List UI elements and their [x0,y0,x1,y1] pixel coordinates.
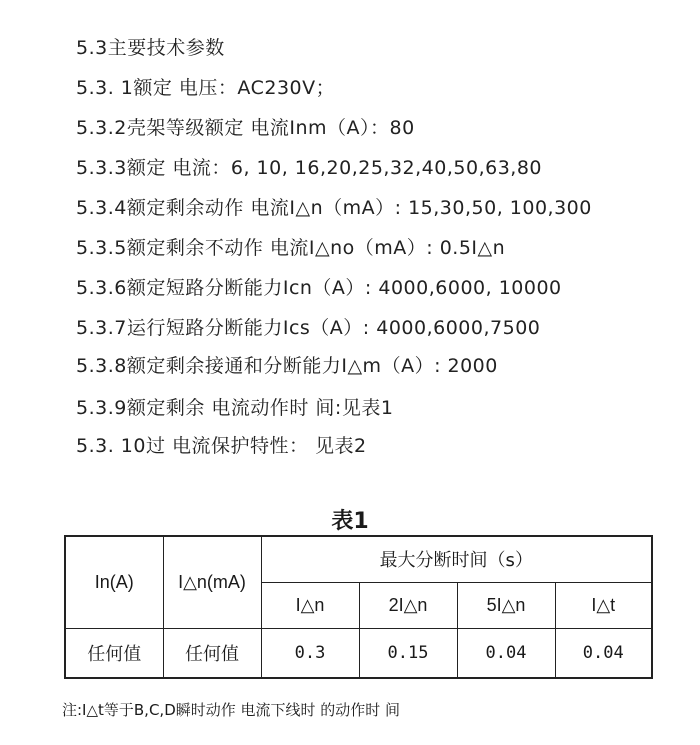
spec-line: 5.3.2壳架等级额定 电流Inm（A）：80 [76,117,415,139]
table-row [65,628,652,678]
subheader-cell: 5I△n [457,582,555,628]
cell-value: 0.15 [359,628,457,678]
header-in: In(A) [65,536,163,628]
header-idn: I△n(mA) [163,536,261,628]
spec-line: 5.3. 10过 电流保护特性： 见表2 [76,435,367,457]
subheader-cell: 2I△n [359,582,457,628]
table-title: 表1 [331,509,369,534]
cell-value: 0.04 [555,628,652,678]
table-header-row [65,536,652,582]
table-note: 注:I△t等于B,C,D瞬时动作 电流下线时 的动作时 间 [62,701,401,719]
spec-line: 5.3. 1额定 电压：AC230V； [76,77,336,99]
spec-line: 5.3.4额定剩余动作 电流I△n（mA）: 15,30,50, 100,300 [76,197,592,219]
table-1 [64,535,653,679]
spec-line: 5.3.5额定剩余不动作 电流I△no（mA）: 0.5I△n [76,237,506,259]
cell-in: 任何值 [65,628,163,678]
subheader-cell: I△n [261,582,359,628]
cell-value: 0.3 [261,628,359,678]
header-max-break-time: 最大分断时间（s） [261,536,652,582]
spec-line: 5.3主要技术参数 [76,37,225,59]
cell-idn: 任何值 [163,628,261,678]
subheader-cell: I△t [555,582,652,628]
spec-line: 5.3.8额定剩余接通和分断能力I△m（A）: 2000 [76,355,498,377]
spec-line: 5.3.6额定短路分断能力Icn（A）: 4000,6000, 10000 [76,277,562,299]
spec-line: 5.3.9额定剩余 电流动作时 间:见表1 [76,397,394,419]
spec-line: 5.3.7运行短路分断能力Ics（A）: 4000,6000,7500 [76,317,541,339]
cell-value: 0.04 [457,628,555,678]
spec-line: 5.3.3额定 电流：6, 10, 16,20,25,32,40,50,63,80 [76,157,542,179]
